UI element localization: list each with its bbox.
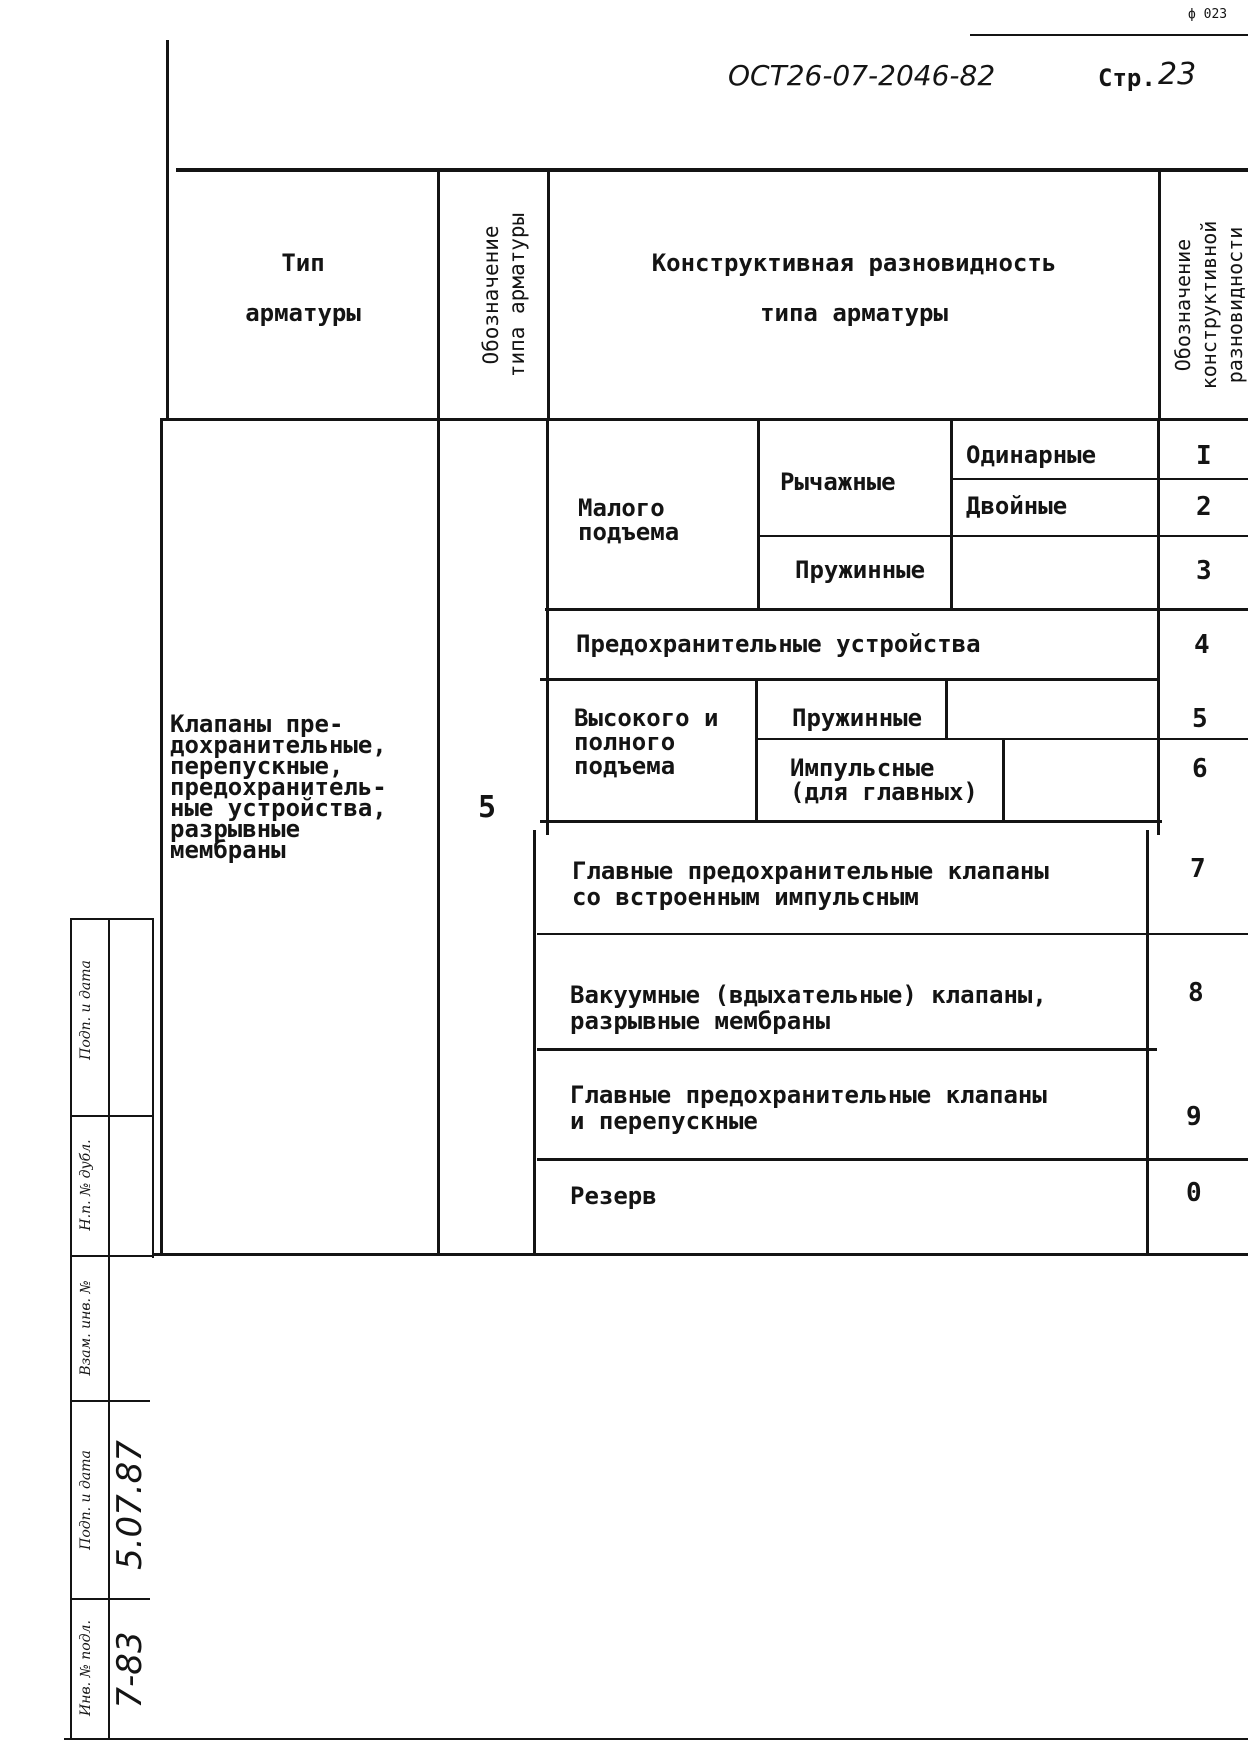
spring-high-label: Пружинные xyxy=(792,704,923,732)
high-lift-label: Высокого и полного подъема xyxy=(574,704,719,780)
code-2: 2 xyxy=(1196,492,1212,522)
code-7: 7 xyxy=(1190,854,1206,884)
page-number: 23 xyxy=(1158,57,1197,92)
stamp-sign-date-2: Подп. и дата xyxy=(78,1450,94,1550)
stamp-replaced-inv: Взам. инв. № xyxy=(78,1280,94,1376)
header-variety-code: Обозначение конструктивной разновидности xyxy=(1171,220,1247,390)
code-1: I xyxy=(1196,441,1212,471)
code-6: 6 xyxy=(1192,754,1208,784)
stamp-sidebar xyxy=(70,0,170,1759)
reserve-label: Резерв xyxy=(570,1182,657,1210)
header-type-code: Обозначение типа арматуры xyxy=(479,212,529,378)
code-0: 0 xyxy=(1186,1178,1202,1208)
safety-devices-label: Предохранительные устройства xyxy=(576,630,981,658)
document-number: ОСТ26-07-2046-82 xyxy=(728,59,996,92)
type-name: Клапаны пре- дохранительные, перепускные, предохранитель- ные устройства, разрывные мембраны xyxy=(170,710,387,864)
stamp-original-inv: Инв. № подл. xyxy=(78,1620,94,1716)
main-bypass-label: Главные предохранительные клапаны и перепускные xyxy=(570,1081,1047,1135)
code-4: 4 xyxy=(1194,630,1210,660)
double-label: Двойные xyxy=(966,492,1068,520)
type-code: 5 xyxy=(478,790,497,825)
page-label: Стр. xyxy=(1098,64,1156,92)
handwritten-date: 5.07.87 xyxy=(110,1440,150,1570)
stamp-duplicate-inv: Н.п. № дубл. xyxy=(78,1139,94,1231)
single-label: Одинарные xyxy=(966,441,1097,469)
impulse-label: Импульсные (для главных) xyxy=(790,754,978,806)
code-3: 3 xyxy=(1196,556,1212,586)
vacuum-label: Вакуумные (вдыхательные) клапаны, разрывные мембраны xyxy=(570,981,1047,1035)
handwritten-inv-number: 7-83 xyxy=(110,1631,150,1709)
spring-low-label: Пружинные xyxy=(795,556,926,584)
stamp-sign-date-1: Подп. и дата xyxy=(78,960,94,1060)
code-8: 8 xyxy=(1188,978,1204,1008)
low-lift-label: Малого подъема xyxy=(578,494,680,546)
code-9: 9 xyxy=(1186,1102,1202,1132)
header-type: Тип арматуры xyxy=(245,249,361,327)
lever-label: Рычажные xyxy=(780,468,896,496)
header-variety: Конструктивная разновидность типа арматуры xyxy=(651,249,1057,327)
main-builtin-label: Главные предохранительные клапаны со встроенным импульсным xyxy=(572,857,1049,911)
page-mark: ф 023 xyxy=(1188,7,1228,22)
code-5: 5 xyxy=(1192,704,1208,734)
